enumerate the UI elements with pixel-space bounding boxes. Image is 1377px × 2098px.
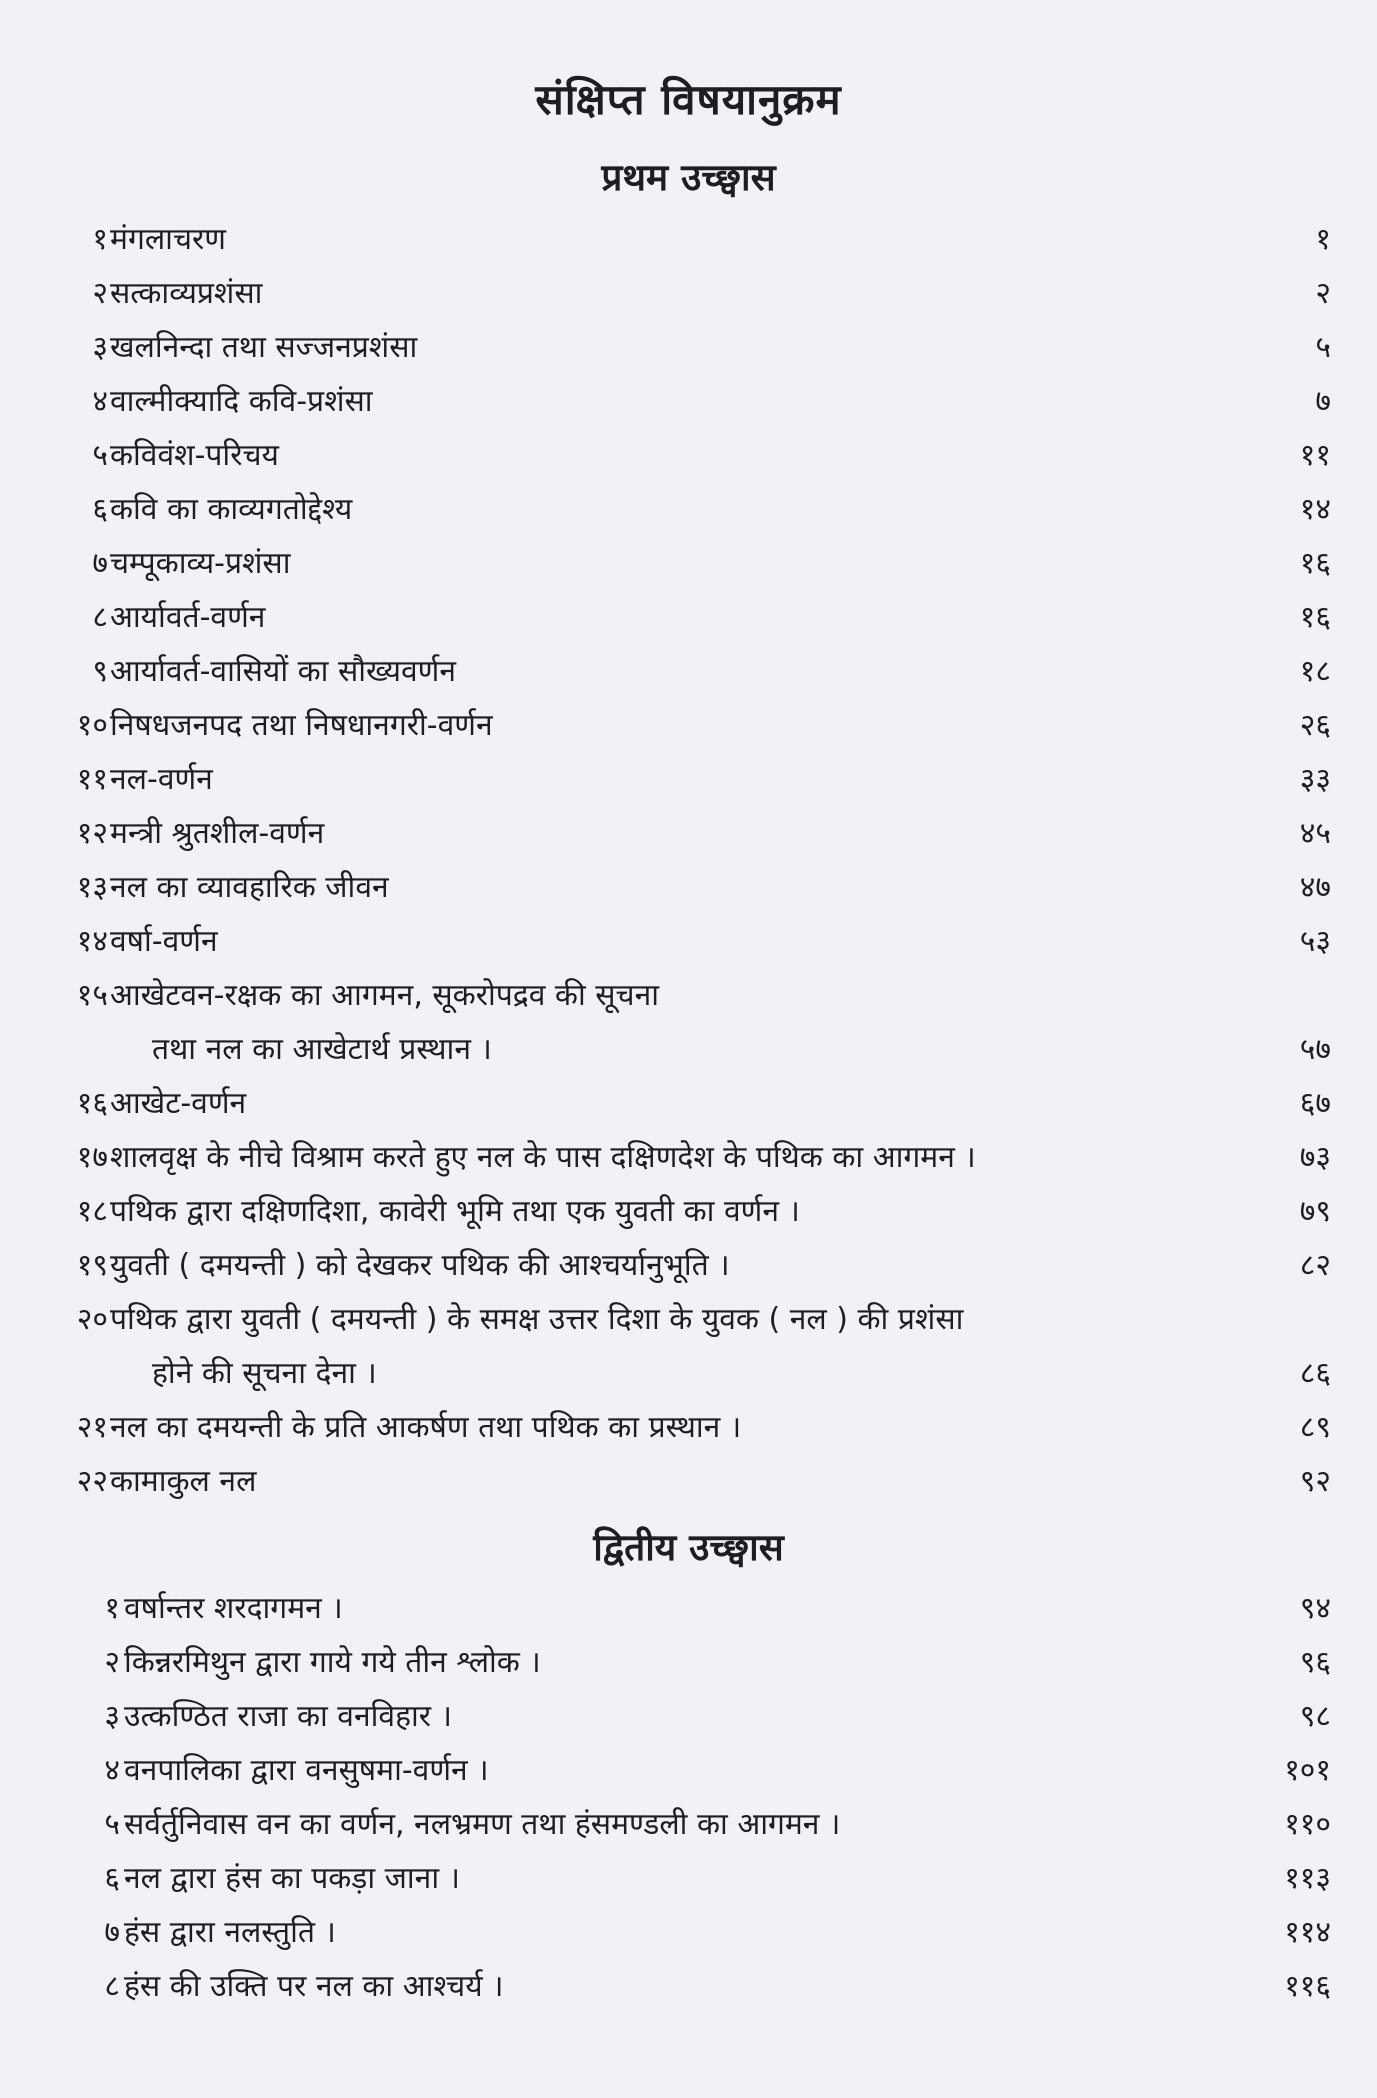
toc-entry-title [124,1798,840,1852]
toc-entry-page-number: २६ [1299,708,1331,743]
toc-entry-title [110,375,373,429]
toc-entry-title-text: कामाकुल नल [110,1464,257,1499]
toc-entry-title [110,483,352,537]
toc-entry-number: ७ [104,1915,120,1950]
toc-entry [0,591,1377,645]
toc-entry-number: ३ [92,330,108,365]
toc-entry-title [124,1960,504,2014]
toc-entry-title-text: मन्त्री श्रुतशील-वर्णन [110,816,325,851]
toc-entry-title-text: शालवृक्ष के नीचे विश्राम करते हुए नल के पास दक्षिणदेश के पथिक का आगमन । [110,1140,976,1175]
toc-entry-number: २१ [76,1410,108,1445]
toc-entry-title-text: वर्षा-वर्णन [110,924,218,959]
toc-entry-page-number: १०१ [1284,1753,1331,1788]
toc-entry-number: ८ [104,1969,120,2004]
toc-entry-number: १८ [76,1194,108,1229]
toc-entry-number: १९ [76,1248,108,1283]
toc-entry-page-number: ९२ [1299,1464,1331,1499]
toc-entry-page-number: ५ [1315,330,1331,365]
toc-entry [0,1852,1377,1906]
toc-entry-page-number: १८ [1299,654,1331,689]
toc-entry-title-text: खलनिन्दा तथा सज्जनप्रशंसा [110,330,418,365]
toc-entry [0,1690,1377,1744]
toc-entry-page-number: ११६ [1284,1969,1331,2004]
section-heading-second: द्वितीय उच्छ्वास [593,1526,784,1569]
toc-entry [0,213,1377,267]
toc-entry-title [110,807,324,861]
toc-entry [0,807,1377,861]
toc-entry-number: ६ [104,1861,120,1896]
toc-entry [0,1401,1377,1455]
toc-entry-title-text: कवि का काव्यगतोद्देश्य [110,492,353,527]
toc-entry-title [110,537,290,591]
toc-entry-page-number: १६ [1299,546,1331,581]
toc-entry [0,699,1377,753]
toc-entry [0,537,1377,591]
toc-entry-title-text: किन्नरमिथुन द्वारा गाये गये तीन श्लोक । [124,1645,541,1680]
toc-entry-title-text: हंस द्वारा नलस्तुति । [124,1915,336,1950]
toc-entry-page-number: ७ [1315,384,1331,419]
toc-entry [0,483,1377,537]
toc-entry-number: १५ [76,978,108,1013]
toc-entry-number: ५ [92,438,108,473]
toc-entry-number: ७ [92,546,108,581]
toc-entry [0,267,1377,321]
toc-entry-number: १२ [76,816,108,851]
toc-entry-page-number: ११० [1284,1807,1331,1842]
toc-entry-title [110,321,417,375]
toc-entry [0,969,1377,1077]
toc-entry [0,1185,1377,1239]
toc-entry-title [110,969,659,1077]
toc-entry-title [110,861,389,915]
toc-entry-title-text: वाल्मीक्यादि कवि-प्रशंसा [110,384,373,419]
toc-entry-title-text: वनपालिका द्वारा वनसुषमा-वर्णन । [124,1753,489,1788]
toc-entry-title-text: नल द्वारा हंस का पकड़ा जाना । [124,1861,461,1896]
page-title: संक्षिप्त विषयानुक्रम [535,75,842,124]
toc-entry-title-text: आर्यावर्त-वासियों का सौख्यवर्णन [110,654,457,689]
toc-entry-page-number: ३३ [1299,762,1331,797]
toc-entry-title [110,645,456,699]
toc-entry-title [124,1744,489,1798]
toc-entry-number: ५ [104,1807,120,1842]
toc-entry-number: २ [92,276,108,311]
toc-entry [0,1239,1377,1293]
toc-entry-page-number: ११ [1299,438,1331,473]
section-heading-first: प्रथम उच्छ्वास [601,156,776,199]
toc-entry [0,1960,1377,2014]
toc-entry-title-text: वर्षान्तर शरदागमन । [124,1591,343,1626]
toc-entry [0,1131,1377,1185]
toc-entry-number: १३ [76,870,108,905]
toc-entry-number: २२ [76,1464,108,1499]
toc-entry-title [110,1077,246,1131]
toc-entry [0,1798,1377,1852]
toc-entry-number: २ [104,1645,120,1680]
toc-entry-title-text: नल-वर्णन [110,762,213,797]
toc-entry-page-number: ९६ [1299,1645,1331,1680]
toc-entry-number: १० [76,708,108,743]
toc-entry-number: १ [104,1591,120,1626]
toc-entry-title [124,1636,541,1690]
toc-entry-page-number: १६ [1299,600,1331,635]
toc-entry-page-number: ११३ [1284,1861,1331,1896]
toc-entry-title [124,1852,460,1906]
toc-entry-title [110,591,265,645]
toc-entry-title [110,267,262,321]
toc-entry-number: ४ [104,1753,120,1788]
toc-entry-page-number: ९४ [1299,1591,1331,1626]
toc-entry-title-continuation: होने की सूचना देना । [152,1356,377,1391]
toc-entry-title [124,1690,452,1744]
toc-entry-title-text: आखेट-वर्णन [110,1086,247,1121]
toc-entry-page-number: ५३ [1299,924,1331,959]
toc-entry-number: १७ [76,1140,108,1175]
toc-entry-title [110,753,213,807]
toc-entry-number: ८ [92,600,108,635]
toc-entry [0,321,1377,375]
toc-entry-title-text: पथिक द्वारा युवती ( दमयन्ती ) के समक्ष उत्तर दिशा के युवक ( नल ) की प्रशंसा [110,1302,964,1337]
toc-entry-page-number: ४७ [1299,870,1331,905]
toc-entry-title [110,213,226,267]
toc-entry-title-text: नल का दमयन्ती के प्रति आकर्षण तथा पथिक का प्रस्थान । [110,1410,742,1445]
toc-entry-title [110,1131,976,1185]
toc-entry-number: १६ [76,1086,108,1121]
toc-entry-page-number: २ [1315,276,1331,311]
toc-entry-title [110,1239,730,1293]
toc-entry-number: ६ [92,492,108,527]
toc-entry [0,375,1377,429]
toc-entry-title-text: चम्पूकाव्य-प्रशंसा [110,546,291,581]
toc-entry-page-number: ७३ [1299,1140,1331,1175]
toc-entry-page-number: ४५ [1299,816,1331,851]
toc-entry-title-text: हंस की उक्ति पर नल का आश्चर्य । [124,1969,504,2004]
toc-entry-number: ४ [92,384,108,419]
toc-entry-title-text: सर्वर्तुनिवास वन का वर्णन, नलभ्रमण तथा हंसमण्डली का आगमन । [124,1807,841,1842]
toc-entry-title [110,915,218,969]
toc-entry [0,429,1377,483]
toc-entry [0,1906,1377,1960]
toc-entry [0,1293,1377,1401]
toc-entry-number: १ [92,222,108,257]
toc-entry [0,1455,1377,1509]
toc-entry [0,915,1377,969]
toc-entry-page-number: ९८ [1299,1699,1331,1734]
toc-entry-title-text: कविवंश-परिचय [110,438,279,473]
toc-entry-page-number: ८९ [1299,1410,1331,1445]
toc-entry-title-text: आखेटवन-रक्षक का आगमन, सूकरोपद्रव की सूचना [110,978,660,1013]
toc-entry-title [110,699,493,753]
toc-entry-number: ३ [104,1699,120,1734]
toc-entry-title [110,1455,256,1509]
toc-entry-title-text: आर्यावर्त-वर्णन [110,600,266,635]
toc-entry-number: २० [76,1302,108,1337]
toc-entry-title-text: युवती ( दमयन्ती ) को देखकर पथिक की आश्चर्यानुभूति । [110,1248,730,1283]
toc-entry [0,1636,1377,1690]
toc-entry-title-text: नल का व्यावहारिक जीवन [110,870,389,905]
toc-entry-title [110,1401,741,1455]
toc-entry-page-number: ७९ [1299,1194,1331,1229]
toc-entry [0,1744,1377,1798]
toc-entry-title-text: सत्काव्यप्रशंसा [110,276,263,311]
toc-entry-title [110,1185,800,1239]
toc-entry [0,861,1377,915]
toc-entry [0,645,1377,699]
toc-entry-page-number: ६७ [1299,1086,1331,1121]
toc-entry-page-number: १ [1315,222,1331,257]
toc-entry-title [124,1582,343,1636]
toc-entry-page-number: १४ [1299,492,1331,527]
toc-entry-number: १४ [76,924,108,959]
toc-entry-title-text: उत्कण्ठित राजा का वनविहार । [124,1699,452,1734]
toc-entry-number: ११ [76,762,108,797]
toc-entry-page-number: ८६ [1299,1356,1331,1391]
toc-entry-title-text: निषधजनपद तथा निषधानगरी-वर्णन [110,708,493,743]
toc-entry-title [110,429,279,483]
toc-entry-number: ९ [92,654,108,689]
toc-entry-title-text: मंगलाचरण [110,222,226,257]
toc-entry-title [124,1906,336,1960]
toc-entry [0,753,1377,807]
toc-entry-page-number: ११४ [1284,1915,1331,1950]
toc-entry-page-number: ८२ [1299,1248,1331,1283]
toc-entry [0,1582,1377,1636]
toc-entry-page-number: ५७ [1299,1032,1331,1067]
toc-entry [0,1077,1377,1131]
toc-entry-title [110,1293,963,1401]
toc-entry-title-text: पथिक द्वारा दक्षिणदिशा, कावेरी भूमि तथा एक युवती का वर्णन । [110,1194,800,1229]
toc-entry-title-continuation: तथा नल का आखेटार्थ प्रस्थान । [152,1032,492,1067]
